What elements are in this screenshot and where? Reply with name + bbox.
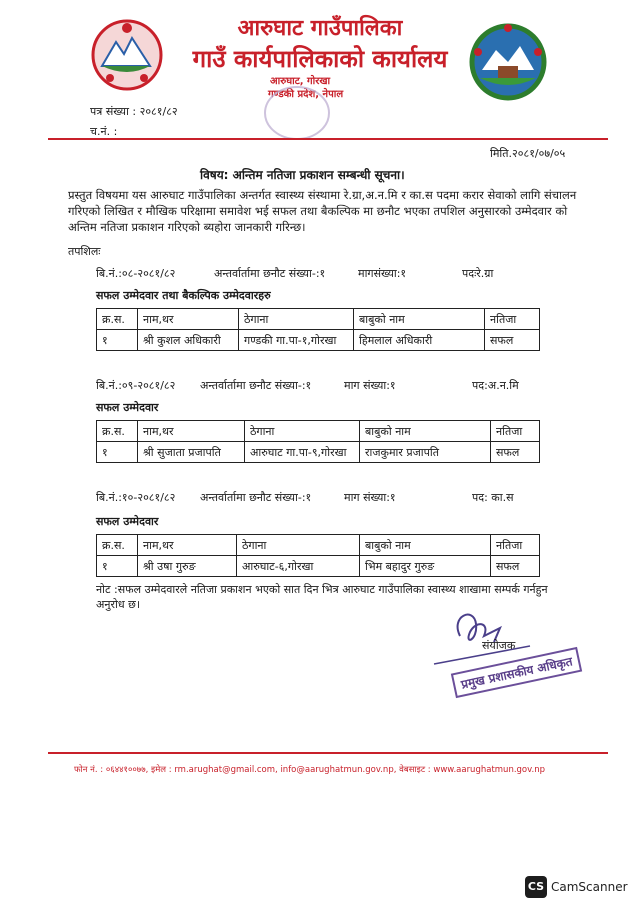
body-paragraph: प्रस्तुत विषयमा यस आरुघाट गाउँपालिका अन्तर्गत स्वास्थ्य संस्थामा रे.ग्रा,अ.न.मि र का.स पदमा करार सेवाको लागि संचालन गरिएको लिखित र मौखिक परिक्षामा समावेश भई सफल तथा बैकल्पिक मा छनौट भएका तपशिल अनुसारको उम्मेदवार को अन्तिम नतिजा प्रकाशन गरिएको ब्यहोरा जानकारी गरिन्छ। [68, 188, 577, 234]
section-1-ad-no: बि.नं.:०८-२०८१/८२ [96, 267, 176, 280]
header-sn: क्र.स. [97, 421, 138, 442]
header-address: ठेगाना [237, 535, 360, 556]
signature-icon [430, 602, 540, 666]
section-1-demand-count: मागसंख्या:१ [358, 267, 407, 280]
section-3-table [96, 534, 540, 577]
header-name: नाम,थर [138, 421, 245, 442]
cell-sn: १ [97, 330, 138, 351]
section-1-interview-count: अन्तर्वार्तामा छनौट संख्या-:१ [214, 267, 326, 280]
header-address: ठेगाना [239, 309, 354, 330]
cell-address: आरुघाट गा.पा-९,गोरखा [245, 442, 360, 463]
cell-address: गण्डकी गा.पा-१,गोरखा [239, 330, 354, 351]
table-header-row [97, 421, 540, 442]
camscanner-icon: CS [525, 876, 547, 898]
section-1-heading: सफल उम्मेदवार तथा बैकल्पिक उम्मेदवारहरु [96, 289, 271, 302]
table-header-row [97, 309, 540, 330]
header-result: नतिजा [485, 309, 540, 330]
address-line-2: गण्डकी प्रदेश, नेपाल [268, 89, 344, 100]
header-result: नतिजा [491, 535, 540, 556]
office-seal-icon [262, 84, 332, 142]
cell-name: श्री उषा गुरुङ [138, 556, 237, 577]
cell-father: राजकुमार प्रजापति [360, 442, 491, 463]
section-2-heading: सफल उम्मेदवार [96, 401, 159, 414]
address-line-1: आरुघाट, गोरखा [270, 76, 331, 87]
header-father: बाबुको नाम [360, 421, 491, 442]
section-1-post: पदःरे.ग्रा [462, 267, 494, 280]
header-sn: क्र.स. [97, 309, 138, 330]
section-3-heading: सफल उम्मेदवार [96, 515, 159, 528]
table-header-row [97, 535, 540, 556]
section-2-table [96, 420, 540, 463]
cell-sn: १ [97, 442, 138, 463]
header-address: ठेगाना [245, 421, 360, 442]
camscanner-label: CamScanner [551, 880, 628, 894]
footer-contact: फोन नं. : ०६४४१००७७, इमेल : rm.arughat@gmail.com, info@aarughatmun.gov.np, वेबसाइट : www.aarughatmun.gov.np [74, 765, 545, 775]
table-row [97, 556, 540, 577]
header-name: नाम,थर [138, 535, 237, 556]
section-1-table [96, 308, 540, 351]
cell-name: श्री सुजाता प्रजापति [138, 442, 245, 463]
cell-address: आरुघाट-६,गोरखा [237, 556, 360, 577]
details-label: तपशिलः [68, 245, 101, 258]
municipality-name: आरुघाट गाउँपालिका [237, 15, 403, 41]
table-row [97, 442, 540, 463]
header-father: बाबुको नाम [354, 309, 485, 330]
official-stamp: प्रमुख प्रशासकीय अधिकृत [451, 647, 583, 698]
section-2-interview-count: अन्तर्वार्तामा छनौट संख्या-:१ [200, 379, 312, 392]
section-2-ad-no: बि.नं.:०९-२०८१/८२ [96, 379, 176, 392]
note-text: नोट :सफल उम्मेदवारले नतिजा प्रकाशन भएको सात दिन भित्र आरुघाट गाउँपालिका स्वास्थ्य शाखामा सम्पर्क गर्नहुन अनुरोध छ। [96, 583, 548, 611]
cell-result: सफल [491, 556, 540, 577]
cell-result: सफल [485, 330, 540, 351]
header-father: बाबुको नाम [360, 535, 491, 556]
signature-label: संयोजक [482, 639, 516, 652]
cell-sn: १ [97, 556, 138, 577]
cell-name: श्री कुशल अधिकारी [138, 330, 239, 351]
header-name: नाम,थर [138, 309, 239, 330]
subject-line: विषय: अन्तिम नतिजा प्रकाशन सम्बन्धी सूचना। [200, 168, 405, 182]
letter-number: पत्र संख्या : २०८१/८२ [90, 105, 178, 118]
section-2-demand-count: माग संख्या:१ [344, 379, 396, 392]
cell-father: हिमलाल अधिकारी [354, 330, 485, 351]
section-3-ad-no: बि.नं.:१०-२०८१/८२ [96, 491, 176, 504]
dispatch-number: च.नं. : [90, 125, 118, 138]
cell-result: सफल [491, 442, 540, 463]
footer-divider [48, 752, 608, 754]
header-sn: क्र.स. [97, 535, 138, 556]
cell-father: भिम बहादुर गुरुङ [360, 556, 491, 577]
letter-date: मिति.२०८१/०७/०५ [490, 147, 566, 160]
header-divider [48, 138, 608, 140]
section-3-interview-count: अन्तर्वार्तामा छनौट संख्या-:१ [200, 491, 312, 504]
table-row [97, 330, 540, 351]
section-2-post: पद:अ.न.मि [472, 379, 519, 392]
header-result: नतिजा [491, 421, 540, 442]
section-3-post: पद: का.स [472, 491, 514, 504]
office-name: गाउँ कार्यपालिकाको कार्यालय [192, 44, 448, 73]
section-3-demand-count: माग संख्या:१ [344, 491, 396, 504]
